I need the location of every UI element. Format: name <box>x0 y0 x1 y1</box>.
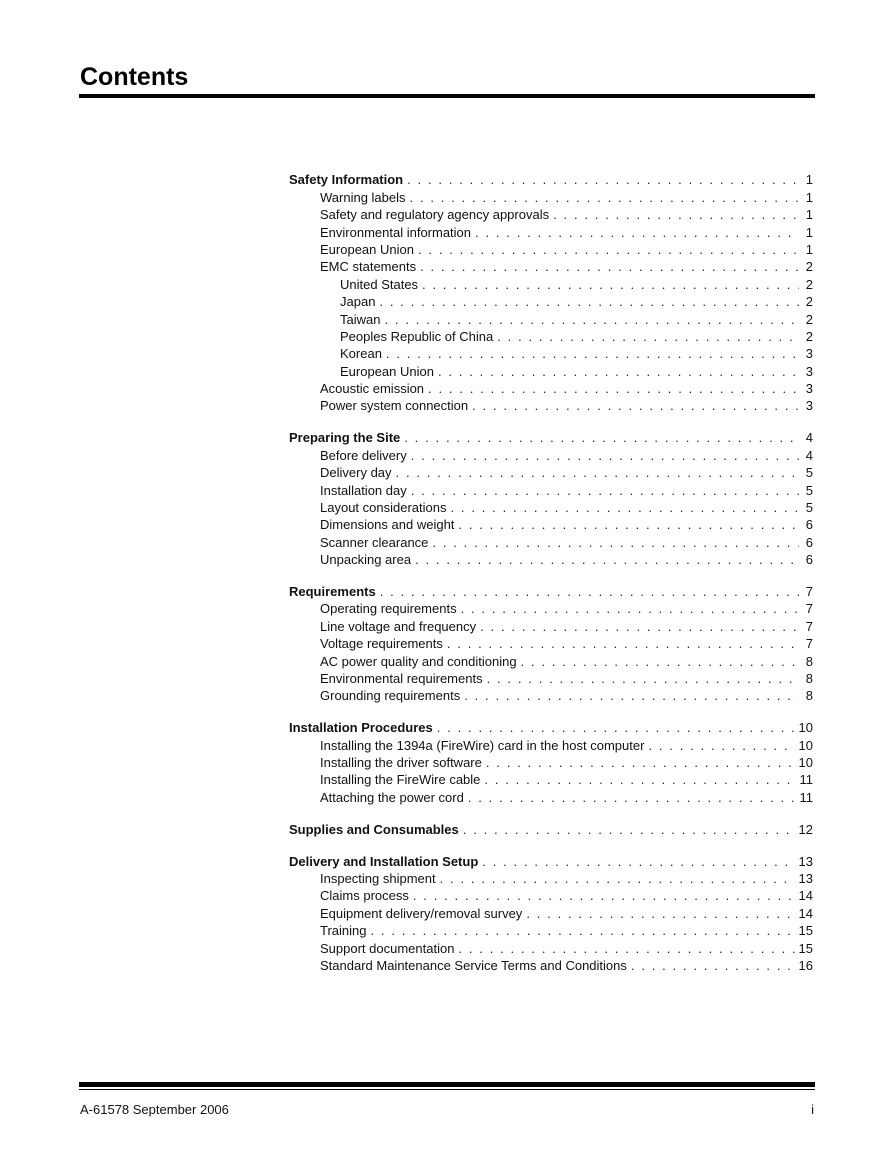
toc-entry[interactable] <box>289 687 813 704</box>
toc-dot-leader <box>380 583 799 600</box>
toc-dot-leader <box>379 293 799 310</box>
toc-dot-leader <box>472 397 799 414</box>
toc-page-number: 8 <box>805 653 813 669</box>
toc-entry-title: Equipment delivery/removal survey <box>320 905 523 921</box>
footer-page-number: i <box>811 1102 814 1117</box>
toc-entry-title: Operating requirements <box>320 601 457 617</box>
toc-page-number: 3 <box>805 398 813 414</box>
toc-entry[interactable] <box>289 617 813 634</box>
toc-page-number: 10 <box>798 720 813 736</box>
toc-page-number: 14 <box>798 888 813 904</box>
toc-entry-title: Line voltage and frequency <box>320 618 477 634</box>
toc-entry-title: Installation Procedures <box>289 720 433 736</box>
toc-entry[interactable] <box>289 397 813 414</box>
toc-entry-title: Layout considerations <box>320 499 447 515</box>
toc-page-number: 4 <box>805 447 813 463</box>
toc-entry[interactable] <box>289 904 813 921</box>
toc-dot-leader <box>458 516 799 533</box>
toc-page-number: 10 <box>798 755 813 770</box>
toc-entry-title: Requirements <box>289 583 376 599</box>
toc-dot-leader <box>521 653 799 670</box>
toc-entry-title: Environmental requirements <box>320 670 483 686</box>
toc-entry[interactable] <box>289 481 813 498</box>
toc-section[interactable] <box>289 820 813 837</box>
toc-entry-title: Installation day <box>320 482 407 498</box>
toc-dot-leader <box>447 635 799 652</box>
toc-page-number: 6 <box>805 534 813 550</box>
toc-page-number: 3 <box>805 363 813 379</box>
toc-dot-leader <box>484 771 795 788</box>
toc-entry[interactable] <box>289 362 813 379</box>
toc-dot-leader <box>428 380 799 397</box>
toc-dot-leader <box>440 870 795 887</box>
toc-page-number: 1 <box>805 207 813 223</box>
toc-entry[interactable] <box>289 258 813 275</box>
toc-entry[interactable] <box>289 870 813 887</box>
toc-dot-leader <box>437 719 795 736</box>
toc-page-number: 8 <box>805 688 813 704</box>
toc-dot-leader <box>410 189 799 206</box>
toc-page-number: 11 <box>799 789 813 805</box>
toc-dot-leader <box>432 534 799 551</box>
toc-entry-title: European Union <box>320 241 414 257</box>
toc-entry-title: Power system connection <box>320 398 469 414</box>
toc-entry-title: Dimensions and weight <box>320 517 455 533</box>
toc-page-number: 2 <box>805 294 813 310</box>
toc-dot-leader <box>404 429 799 446</box>
toc-dot-leader <box>631 957 795 974</box>
toc-entry-title: Delivery day <box>320 465 392 481</box>
toc-page-number: 11 <box>799 772 813 788</box>
toc-entry[interactable] <box>289 446 813 463</box>
toc-entry-title: Voltage requirements <box>320 636 443 652</box>
toc-entry-title: Japan <box>340 294 376 310</box>
toc-entry-title: Environmental information <box>320 224 472 240</box>
toc-page-number: 2 <box>805 311 813 327</box>
toc-page-number: 12 <box>798 821 813 837</box>
toc-dot-leader <box>411 482 799 499</box>
toc-page-number: 15 <box>798 923 813 939</box>
table-of-contents <box>289 171 813 974</box>
toc-section[interactable] <box>289 429 813 446</box>
toc-entry[interactable] <box>289 188 813 205</box>
toc-dot-leader <box>458 940 794 957</box>
toc-entry-title: Support documentation <box>320 940 455 956</box>
toc-page-number: 3 <box>805 346 813 362</box>
toc-dot-leader <box>553 206 799 223</box>
toc-entry-title: Preparing the Site <box>289 430 401 446</box>
toc-entry[interactable] <box>289 600 813 617</box>
header-rule <box>79 94 815 98</box>
toc-entry[interactable] <box>289 736 813 753</box>
toc-section[interactable] <box>289 171 813 188</box>
toc-page-number: 7 <box>805 601 813 617</box>
toc-entry[interactable] <box>289 957 813 974</box>
toc-entry[interactable] <box>289 887 813 904</box>
toc-dot-leader <box>413 887 795 904</box>
toc-page-number: 13 <box>798 870 813 886</box>
toc-entry[interactable] <box>289 345 813 362</box>
toc-dot-leader <box>464 687 799 704</box>
toc-entry-title: Claims process <box>320 888 409 904</box>
toc-dot-leader <box>648 737 794 754</box>
toc-entry-title: Supplies and Consumables <box>289 821 459 837</box>
toc-entry-title: EMC statements <box>320 259 417 275</box>
toc-page-number: 3 <box>805 381 813 397</box>
toc-entry[interactable] <box>289 464 813 481</box>
toc-dot-leader <box>475 224 799 241</box>
toc-entry-title: AC power quality and conditioning <box>320 653 517 669</box>
toc-page-number: 7 <box>805 583 813 599</box>
toc-entry[interactable] <box>289 652 813 669</box>
toc-entry-title: Grounding requirements <box>320 688 461 704</box>
toc-page-number: 6 <box>805 517 813 533</box>
toc-entry[interactable] <box>289 293 813 310</box>
toc-page-number: 13 <box>798 853 813 869</box>
toc-page-number: 14 <box>798 905 813 921</box>
toc-entry[interactable] <box>289 533 813 550</box>
toc-page-number: 5 <box>805 465 813 481</box>
toc-entry[interactable] <box>289 922 813 939</box>
toc-dot-leader <box>486 754 795 771</box>
toc-entry[interactable] <box>289 551 813 568</box>
toc-entry-title: Installing the driver software <box>320 755 482 770</box>
toc-dot-leader <box>487 670 799 687</box>
toc-page-number: 4 <box>805 430 813 446</box>
toc-page-number: 2 <box>805 259 813 275</box>
toc-page-number: 7 <box>805 636 813 652</box>
toc-entry-title: Delivery and Installation Setup <box>289 853 479 869</box>
toc-page-number: 16 <box>798 957 813 973</box>
toc-dot-leader <box>480 618 799 635</box>
toc-entry[interactable] <box>289 635 813 652</box>
toc-dot-leader <box>384 311 799 328</box>
toc-entry-title: Peoples Republic of China <box>340 328 494 344</box>
page-title: Contents <box>80 63 189 91</box>
toc-entry[interactable] <box>289 516 813 533</box>
toc-entry-title: Unpacking area <box>320 552 412 568</box>
toc-dot-leader <box>407 171 799 188</box>
toc-entry[interactable] <box>289 939 813 956</box>
toc-page-number: 15 <box>798 940 813 956</box>
toc-entry-title: Acoustic emission <box>320 381 425 397</box>
toc-entry-title: Taiwan <box>340 311 381 327</box>
toc-entry-title: Korean <box>340 346 382 362</box>
toc-dot-leader <box>420 258 799 275</box>
toc-entry[interactable] <box>289 206 813 223</box>
toc-dot-leader <box>468 789 796 806</box>
toc-entry[interactable] <box>289 754 813 771</box>
toc-entry-title: Training <box>320 923 367 939</box>
toc-dot-leader <box>418 241 799 258</box>
toc-dot-leader <box>370 922 794 939</box>
toc-dot-leader <box>411 447 799 464</box>
toc-entry-title: United States <box>340 276 419 292</box>
toc-entry[interactable] <box>289 275 813 292</box>
toc-entry-title: Before delivery <box>320 447 407 463</box>
toc-entry-title: European Union <box>340 363 434 379</box>
toc-entry[interactable] <box>289 328 813 345</box>
toc-dot-leader <box>450 499 799 516</box>
toc-entry-title: Attaching the power cord <box>320 789 464 805</box>
toc-entry[interactable] <box>289 241 813 258</box>
toc-entry[interactable] <box>289 670 813 687</box>
toc-entry[interactable] <box>289 788 813 805</box>
toc-entry-title: Inspecting shipment <box>320 870 436 886</box>
toc-entry-title: Installing the 1394a (FireWire) card in the host computer <box>320 737 645 753</box>
toc-page-number: 8 <box>805 670 813 686</box>
toc-entry[interactable] <box>289 380 813 397</box>
toc-entry-title: Safety and regulatory agency approvals <box>320 207 550 223</box>
toc-entry-title: Safety Information <box>289 172 404 188</box>
toc-page-number: 1 <box>805 172 813 188</box>
toc-section[interactable] <box>289 583 813 600</box>
toc-section[interactable] <box>289 852 813 869</box>
toc-dot-leader <box>482 853 794 870</box>
toc-page-number: 10 <box>798 737 813 753</box>
footer-doc-id: A-61578 September 2006 <box>80 1102 229 1117</box>
toc-page-number: 2 <box>805 328 813 344</box>
toc-section[interactable] <box>289 719 813 736</box>
toc-dot-leader <box>415 551 799 568</box>
toc-entry[interactable] <box>289 499 813 516</box>
footer-rule-thick <box>79 1082 815 1087</box>
toc-dot-leader <box>461 600 799 617</box>
toc-page-number: 2 <box>805 276 813 292</box>
toc-page-number: 5 <box>805 499 813 515</box>
toc-entry-title: Installing the FireWire cable <box>320 772 481 788</box>
toc-page-number: 1 <box>805 189 813 205</box>
footer-rule-thin <box>79 1089 815 1090</box>
toc-entry-title: Standard Maintenance Service Terms and Conditions <box>320 957 627 973</box>
toc-dot-leader <box>396 464 799 481</box>
toc-page-number: 7 <box>805 618 813 634</box>
toc-dot-leader <box>422 276 799 293</box>
toc-page-number: 1 <box>805 241 813 257</box>
toc-dot-leader <box>438 363 799 380</box>
toc-page-number: 1 <box>805 224 813 240</box>
toc-dot-leader <box>463 821 795 838</box>
toc-entry-title: Warning labels <box>320 189 406 205</box>
toc-entry[interactable] <box>289 310 813 327</box>
toc-page-number: 6 <box>805 552 813 568</box>
toc-entry[interactable] <box>289 223 813 240</box>
toc-dot-leader <box>526 905 794 922</box>
toc-dot-leader <box>386 345 799 362</box>
toc-entry[interactable] <box>289 771 813 788</box>
toc-entry-title: Scanner clearance <box>320 534 429 550</box>
toc-page-number: 5 <box>805 482 813 498</box>
toc-dot-leader <box>497 328 799 345</box>
